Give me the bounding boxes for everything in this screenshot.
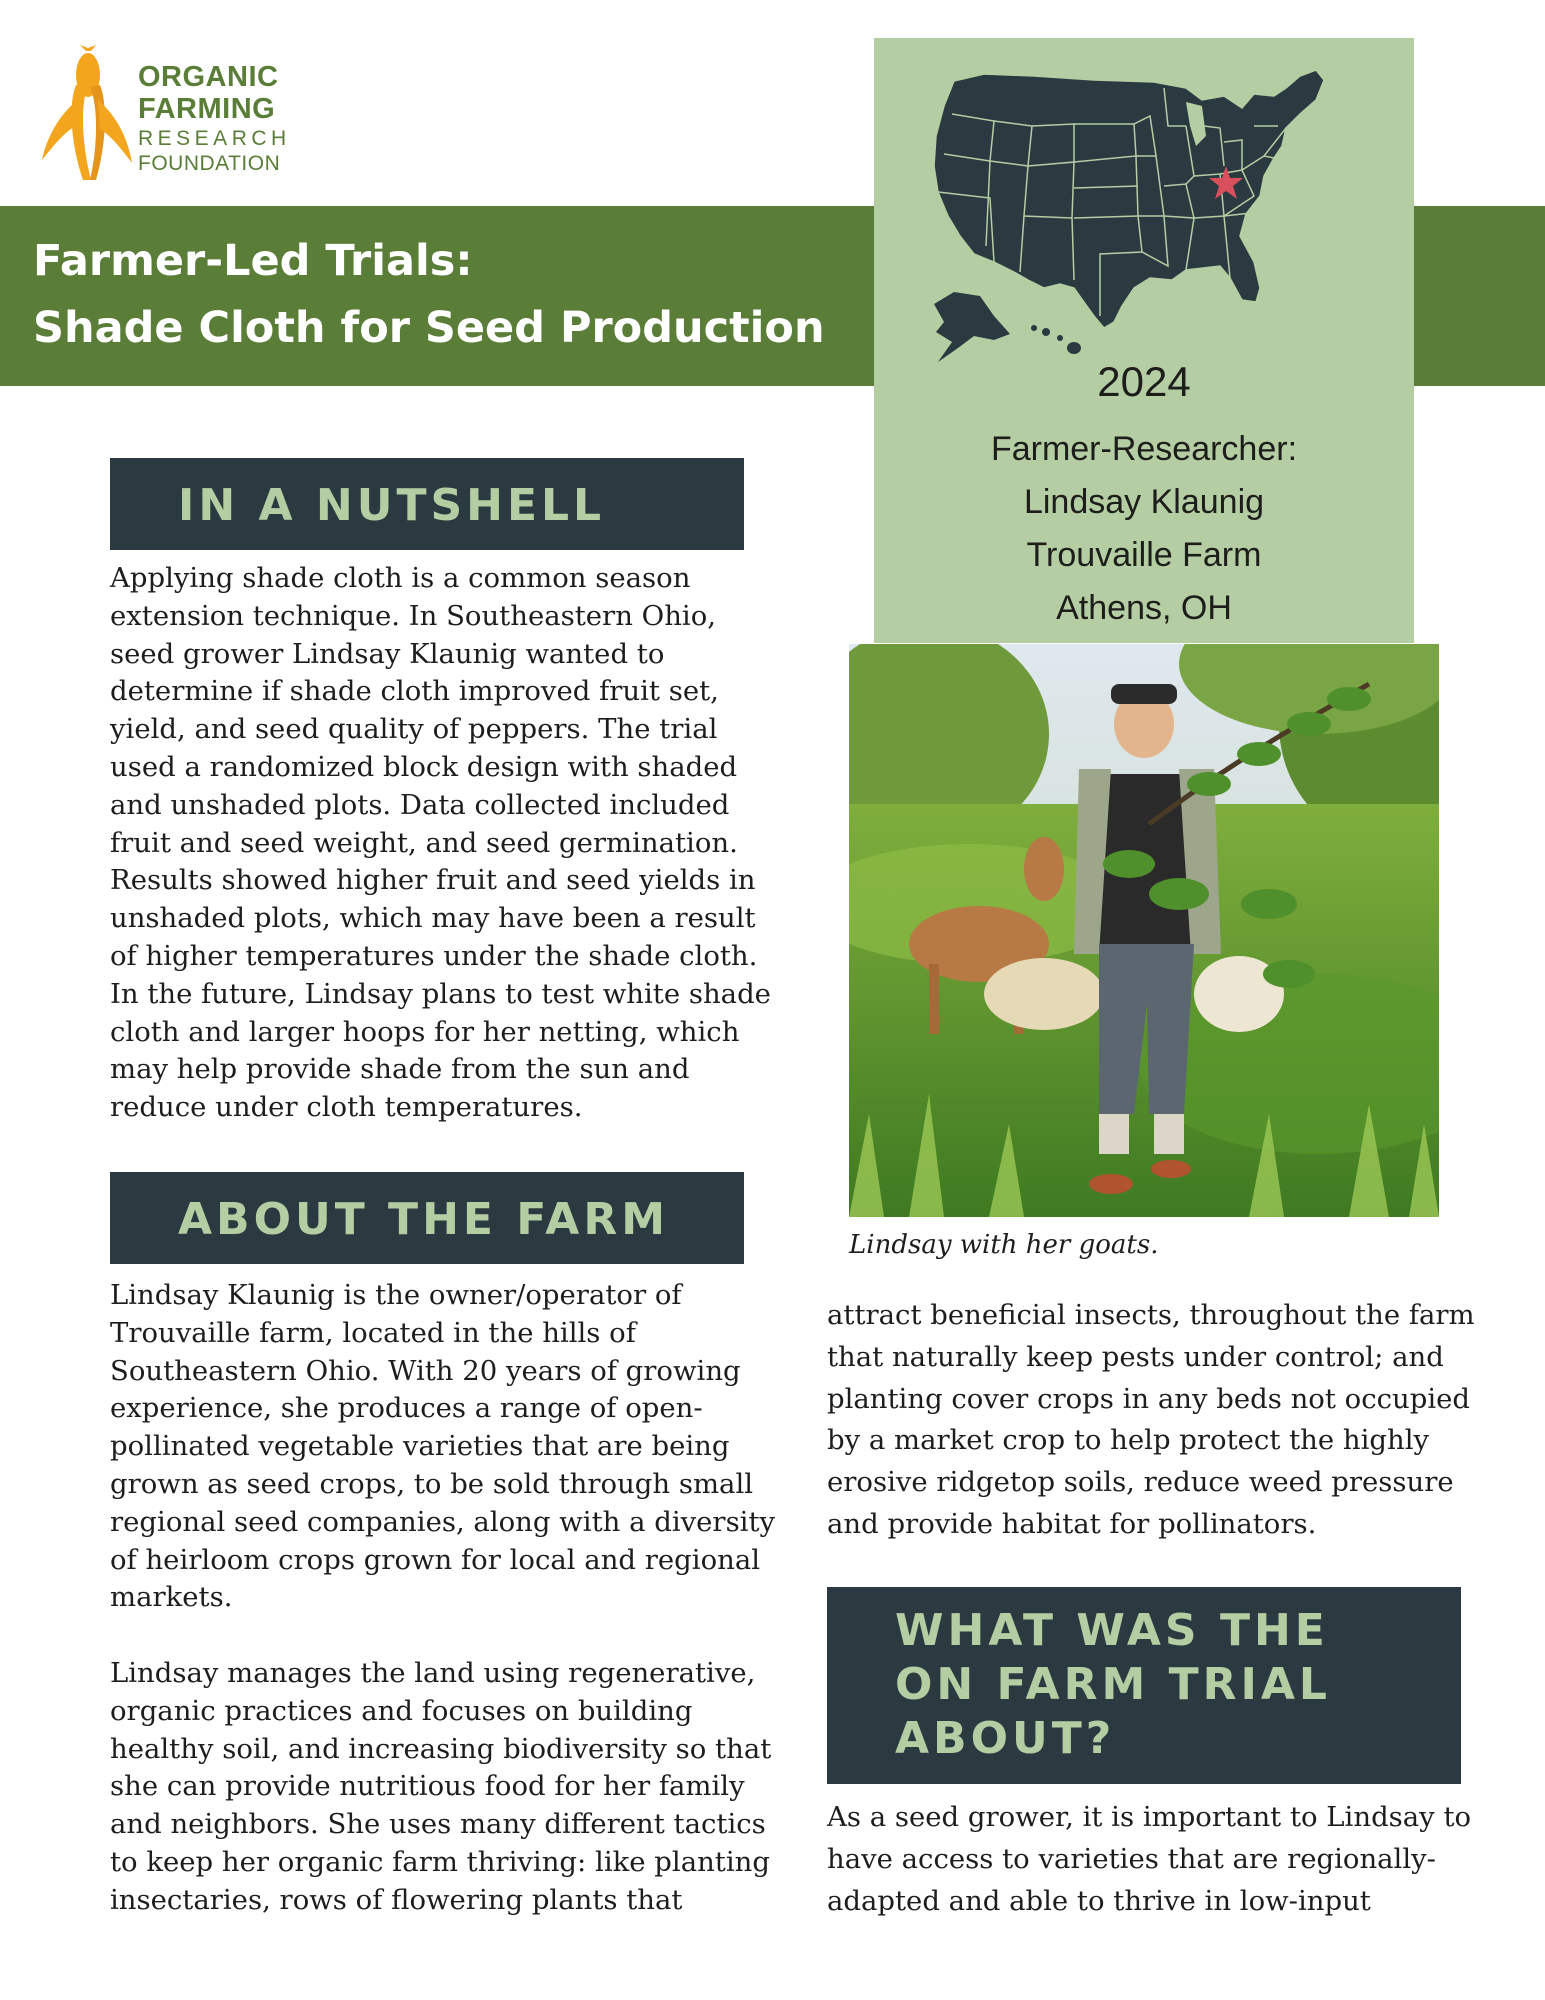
logo-text-organic: ORGANIC — [138, 61, 279, 93]
text-line: yield, and seed quality of peppers. The trial — [110, 713, 718, 746]
text-line: Lindsay Klaunig is the owner/operator of — [110, 1279, 682, 1311]
text-line: unshaded plots, which may have been a result — [110, 902, 756, 935]
text-line: insectaries, rows of flowering plants that — [110, 1883, 683, 1916]
text-line: reduce under cloth temperatures. — [110, 1091, 583, 1124]
text-line: have access to varieties that are regionally- — [827, 1842, 1436, 1875]
section-heading-text: ON FARM TRIAL — [895, 1659, 1331, 1710]
text-line: used a randomized block design with shaded — [110, 750, 738, 783]
usa-map-icon — [924, 66, 1364, 381]
section-heading-nutshell — [110, 458, 744, 550]
text-line: In the future, Lindsay plans to test white shade — [110, 977, 771, 1010]
text-line: regional seed companies, along with a diversity — [110, 1505, 776, 1538]
farm-location: Athens, OH — [1056, 589, 1232, 627]
photo-caption: Lindsay with her goats. — [849, 1230, 1159, 1260]
researcher-name: Lindsay Klaunig — [1023, 483, 1265, 521]
farm-name: Trouvaille Farm — [1026, 536, 1262, 574]
page-title-line-2: Shade Cloth for Seed Production — [33, 303, 825, 353]
trial-paragraph — [827, 1797, 1471, 1922]
text-line: and unshaded plots. Data collected included — [110, 788, 730, 821]
text-line: grown as seed crops, to be sold through small — [110, 1467, 754, 1500]
text-line: pollinated vegetable varieties that are being — [110, 1430, 730, 1463]
text-line: fruit and seed weight, and seed germination. — [110, 826, 738, 859]
section-heading-text: ABOUT? — [895, 1713, 1116, 1764]
text-line: experience, she produces a range of open- — [110, 1392, 703, 1425]
text-line: erosive ridgetop soils, reduce weed pressure — [827, 1466, 1454, 1499]
text-line: markets. — [110, 1581, 233, 1614]
org-logo — [38, 45, 298, 185]
text-line: determine if shade cloth improved fruit set, — [110, 675, 719, 708]
text-line: may help provide shade from the sun and — [110, 1053, 690, 1086]
section-heading-about-farm — [110, 1172, 744, 1264]
text-line: planting cover crops in any beds not occupied — [827, 1382, 1471, 1415]
logo-text-foundation: FOUNDATION — [138, 152, 281, 175]
page-title-line-1: Farmer-Led Trials: — [33, 236, 473, 286]
text-line — [110, 1617, 775, 1655]
text-line: to keep her organic farm thriving: like planting — [110, 1845, 770, 1878]
logo-text-research: RESEARCH — [138, 127, 291, 150]
text-line: that naturally keep pests under control; and — [827, 1340, 1444, 1373]
text-line: Trouvaille farm, located in the hills of — [110, 1316, 636, 1349]
text-line: and provide habitat for pollinators. — [827, 1507, 1317, 1540]
about-farm-paragraph — [110, 1277, 775, 1920]
text-line: of heirloom crops grown for local and regional — [110, 1543, 761, 1576]
text-line: she can provide nutritious food for her family — [110, 1770, 745, 1803]
about-farm-paragraph-continued — [827, 1295, 1475, 1546]
text-line: extension technique. In Southeastern Ohio, — [110, 599, 716, 632]
text-line: of higher temperatures under the shade cloth. — [110, 939, 758, 972]
text-line: by a market crop to help protect the highly — [827, 1424, 1430, 1457]
text-line: seed grower Lindsay Klaunig wanted to — [110, 637, 665, 670]
nutshell-paragraph — [110, 560, 771, 1127]
section-heading-text: ABOUT THE FARM — [178, 1194, 669, 1245]
section-heading-text: IN A NUTSHELL — [178, 480, 606, 531]
logo-text-farming: FARMING — [138, 93, 276, 125]
text-line: organic practices and focuses on building — [110, 1694, 693, 1727]
text-line: and neighbors. She uses many different tactics — [110, 1808, 766, 1841]
text-line: cloth and larger hoops for her netting, which — [110, 1015, 740, 1048]
trial-year: 2024 — [1097, 358, 1191, 405]
text-line: Lindsay manages the land using regenerative, — [110, 1656, 756, 1689]
text-line: Southeastern Ohio. With 20 years of growing — [110, 1354, 741, 1387]
corn-logo-icon — [38, 45, 138, 185]
text-line: healthy soil, and increasing biodiversity so that — [110, 1732, 772, 1765]
farmer-with-goats-photo — [849, 644, 1439, 1217]
page-title — [33, 228, 825, 362]
text-line: Results showed higher fruit and seed yields in — [110, 864, 756, 897]
text-line: attract beneficial insects, throughout the farm — [827, 1299, 1475, 1331]
section-heading-text: WHAT WAS THE — [895, 1605, 1329, 1656]
text-line: As a seed grower, it is important to Lindsay to — [827, 1801, 1472, 1833]
section-heading-trial — [827, 1587, 1461, 1784]
researcher-role: Farmer-Researcher: — [990, 430, 1298, 468]
text-line: adapted and able to thrive in low-input — [827, 1884, 1371, 1917]
location-card — [874, 38, 1414, 643]
text-line: Applying shade cloth is a common season — [110, 562, 691, 594]
